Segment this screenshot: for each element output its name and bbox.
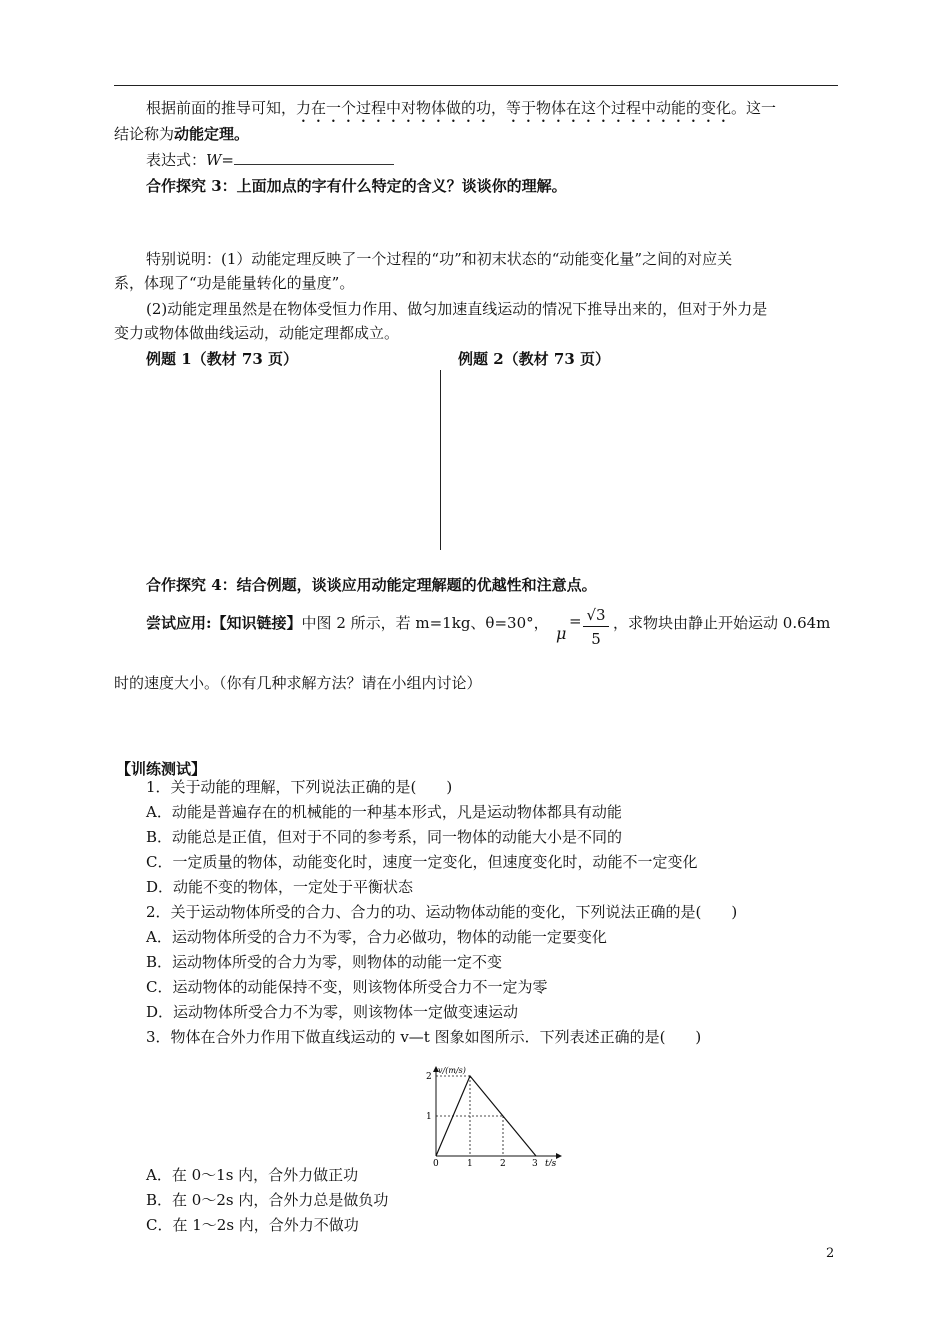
y-tick-2: 2 — [426, 1072, 432, 1082]
example-2-heading: 例题 2（教材 73 页） — [458, 350, 610, 368]
paragraph-derivation-line2 — [114, 123, 249, 145]
header-rule — [114, 85, 838, 86]
q3-option-b: B．在 0～2s 内，合外力总是做负功 — [146, 1191, 389, 1209]
text-pre: 根据前面的推导可知， — [146, 99, 297, 117]
expression-label: 表达式： — [146, 151, 207, 169]
y-axis-label: v/(m/s) — [438, 1066, 466, 1075]
note-line4: 变力或物体做曲线运动，动能定理都成立。 — [114, 324, 400, 342]
q3-stem: 3．物体在合外力作用下做直线运动的 v—t 图象如图所示．下列表述正确的是( ) — [146, 1028, 702, 1046]
trial-line2: 时的速度大小。（你有几种求解方法？请在小组内讨论） — [114, 674, 482, 692]
x-tick-2: 2 — [500, 1159, 506, 1166]
page-number: 2 — [826, 1246, 835, 1261]
q1-option-b: B．动能总是正值，但对于不同的参考系，同一物体的动能大小是不同的 — [146, 828, 623, 846]
q2-option-b: B．运动物体所受的合力为零，则物体的动能一定不变 — [146, 953, 503, 971]
paragraph-derivation-line1 — [146, 97, 776, 126]
text-post: 。这一 — [731, 99, 777, 117]
x-tick-1: 1 — [467, 1159, 473, 1166]
note-line1: 特别说明：(1）动能定理反映了一个过程的“功”和初末状态的“动能变化量”之间的对应关 — [146, 250, 733, 268]
q1-option-c: C．一定质量的物体，动能变化时，速度一定变化，但速度变化时，动能不一定变化 — [146, 853, 698, 871]
expression-var: W= — [206, 151, 235, 169]
trial-label: 尝试应用:【知识链接】 — [146, 614, 302, 632]
q3-option-c: C．在 1～2s 内，合外力不做功 — [146, 1216, 359, 1234]
q1-option-a: A．动能是普遍存在的机械能的一种基本形式，凡是运动物体都具有动能 — [146, 803, 622, 821]
x-tick-3: 3 — [532, 1159, 538, 1166]
q1-option-d: D．动能不变的物体，一定处于平衡状态 — [146, 878, 414, 896]
y-tick-1: 1 — [426, 1112, 432, 1122]
column-divider — [440, 370, 441, 550]
note-line3: (2)动能定理虽然是在物体受恒力作用、做匀加速直线运动的情况下推导出来的，但对于外力是 — [146, 300, 768, 318]
vt-graph — [418, 1064, 568, 1166]
mu-symbol: μ — [556, 624, 567, 643]
q2-option-d: D．运动物体所受合力不为零，则该物体一定做变速运动 — [146, 1003, 519, 1021]
q2-option-a: A．运动物体所受的合力不为零，合力必做功，物体的动能一定要变化 — [146, 928, 607, 946]
fraction — [583, 604, 609, 651]
trial-after: ，求物块由静止开始运动 0.64m — [613, 614, 831, 632]
coop-explore-4: 合作探究 4：结合例题，谈谈应用动能定理解题的优越性和注意点。 — [146, 576, 597, 594]
x-tick-0: 0 — [433, 1159, 439, 1166]
text-conclusion: 结论称为 — [114, 125, 175, 143]
q3-option-a: A．在 0～1s 内，合外力做正功 — [146, 1166, 359, 1184]
answer-blank — [234, 150, 394, 165]
fraction-numerator: √3 — [583, 604, 609, 627]
trial-text: 中图 2 所示，若 m=1kg、θ=30°， — [301, 614, 549, 632]
dotted-text: 力在一个过程中对物体做的功，等于物体在这个过程中动能的变化 — [296, 99, 732, 117]
q1-stem: 1．关于动能的理解，下列说法正确的是( ) — [146, 778, 453, 796]
x-axis-label: t/s — [545, 1159, 557, 1166]
training-heading: 【训练测试】 — [116, 760, 207, 778]
fraction-denominator: 5 — [591, 630, 601, 648]
coop-explore-3: 合作探究 3：上面加点的字有什么特定的含义？谈谈你的理解。 — [146, 177, 567, 195]
q2-option-c: C．运动物体的动能保持不变，则该物体所受合力不一定为零 — [146, 978, 548, 996]
theorem-name: 动能定理。 — [174, 125, 250, 143]
note-line2: 系，体现了“功是能量转化的量度”。 — [114, 274, 355, 292]
q2-stem: 2．关于运动物体所受的合力、合力的功、运动物体动能的变化，下列说法正确的是( ) — [146, 903, 738, 921]
expression-line — [146, 149, 394, 171]
trial-application — [146, 612, 549, 634]
example-1-heading: 例题 1（教材 73 页） — [146, 350, 298, 368]
x-axis-arrow — [556, 1153, 562, 1159]
equals-sign: = — [569, 612, 582, 630]
